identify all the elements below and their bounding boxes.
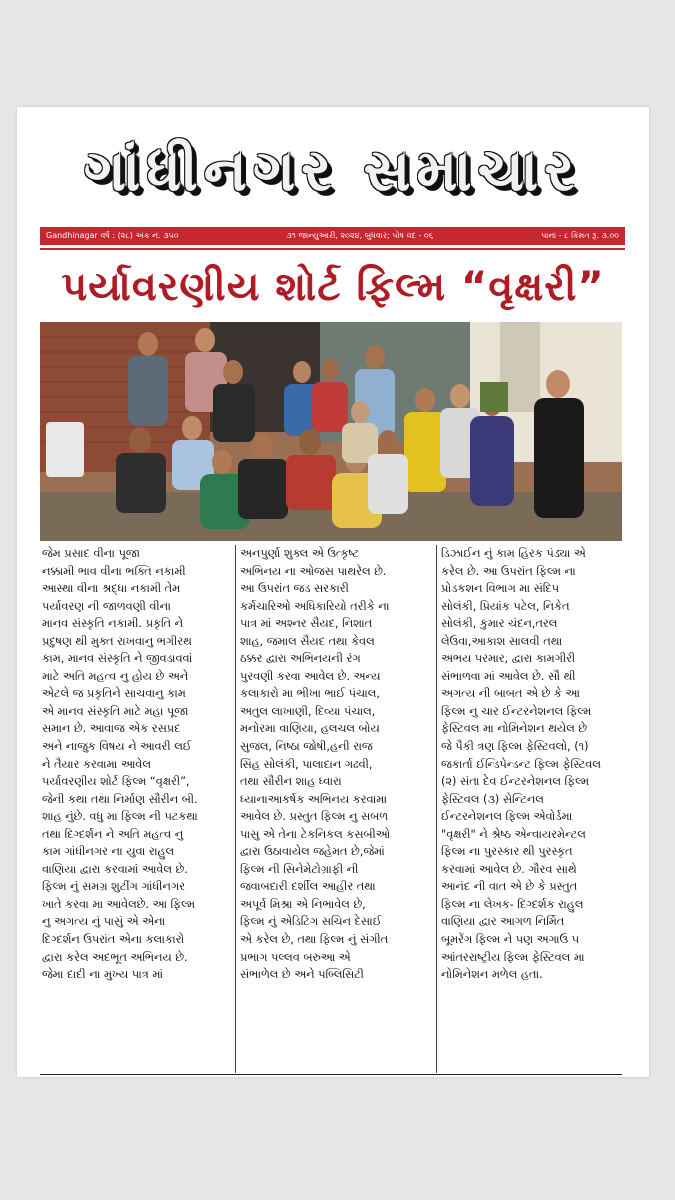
group-photo-illustration	[40, 322, 622, 541]
bottom-divider	[40, 1074, 622, 1075]
group-photo	[40, 322, 622, 541]
pages-price-info: પાનાં - ૮ કિંમત રૂ. ૩.૦૦	[541, 231, 619, 240]
masthead-title: ગાંધીનગર સમાચાર	[83, 136, 581, 204]
column-divider	[235, 545, 236, 1073]
headline: પર્યાવરણીય શોર્ટ ફિલ્મ “વૃક્ષરી”	[61, 264, 605, 310]
date-info: ૩૧ જાન્યુઆરી, ૨૦૨૪, બુધવાર; પોષ વદ - ૦૬	[286, 231, 434, 240]
article-column-1: જેમ પ્રસાદ વીના પૂજા નક્કામી ભાવ વીના ભક્તિ નકામી આસ્થા વીના શ્રદ્ધા નકામી તેમ પર્યાવરણ ની જાળવણી વીના માનવ સંસ્કૃતિ નકામી. પ્રકૃતિ ને પ્રદુષણ થી મુક્ત રાખવાનુ ભગીરથ કામ, માનવ સંસ્કૃતિ ને જીવડાવવાં માટે અતિ મહત્વ નુ હોય છે અને એટલે જ પ્રકૃતિને સાચવાનુ કામ એ માનવ સંસ્કૃતિ માટે મહા પૂજા સમાન છે. આવાજ એક રસપ્રદ અને નાજુક વિષય ને આવરી લઈ ને તૈયાર કરવામા આવેલ પર્યાવરણીય શોર્ટ ફિલ્મ “વૃક્ષરી”, જેની કથા તથા નિર્માણ સૌરીન બી. શાહ નુંછે. વધુ મા ફિલ્મ ની પટકથા તથા દિગ્દર્શન ને અતિ મહત્વ નુ કામ ગાંધીનગર ના યુવા રાહુલ વાણિયા દ્વારા કરવામાં આવેલ છે. ફિલ્મ નું સમગ્ર શુટીંગ ગાંધીનગર ખાતે કરવા મા આવેલછે. આ ફિલ્મ નુ અગત્ય નું પાસું એ એના દિગ્દર્શન ઉપરાંત એના કલાકારો દ્વારા કરેલ અદભૂત અભિનય છે. જેમા દાદી ના મુખ્ય પાત્ર માં	[42, 547, 198, 982]
edition-info: Gandhinagar વર્ષ : (૨૮) અંક નં. ૩૫૦	[46, 231, 179, 240]
divider	[40, 248, 625, 250]
column-divider	[436, 545, 437, 1073]
masthead	[22, 118, 642, 226]
article-column-3: ડિઝાઈન નું કામ હિરક પંડ્યા એ કરેલ છે. આ ઉપરાંત ફિલ્મ ના પ્રોડકશન વિભાગ મા સંદિપ સોલંકી, પ્રિયાંક પટેલ, નિકેત સોલંકી, કુમાર ચંદન,તરલ લેઉવા,આકાશ સાલવી તથા અભય પરમાર, દ્વારા કામગીરી સંભાળવા માં આવેલ છે. સૌ થી અગત્ય ની બાબત એ છે કે આ ફિલ્મ નુ ચાર ઈન્ટરનેશનલ ફિલ્મ ફેસ્ટિવલ મા નોમિનેશન થયેલ છે જે પૈકી ત્રણ ફિલ્મ ફેસ્ટિવલો, (૧) જકાર્તા ઈન્ડિપેન્ડન્ટ ફિલ્મ ફેસ્ટિવલ (૨) સંતા દેવ ઈન્ટરનેશનલ ફિલ્મ ફેસ્ટિવલ (૩) સેન્ટિનલ ઈન્ટરનેશનલ ફિલ્મ એવોર્ડમા "વૃક્ષરી" ને શ્રેષ્ઠ એન્વાયરમેન્ટલ ફિલ્મ ના પુરસ્કાર થી પુરસ્કૃત કરવામાં આવેલ છે. ગૌરવ સાથે આનંદ ની વાત એ છે કે પ્રસ્તુત ફિલ્મ ના લેખક- દિગ્દર્શક રાહુલ વાણિયા દ્વાર આગળ નિર્મિત બૂમરેંગ ફિલ્મ ને પણ અગાઉ ૫ આંતરરાષ્ટ્રીય ફિલ્મ ફેસ્ટિવલ મા નોમિનેશન મળેલ હતા.	[441, 547, 601, 982]
info-bar	[40, 227, 625, 245]
article-column-2: અનપુર્ણા શુક્લ એ ઉત્કૃષ્ટ અભિનય ના ઓજસ પાથરેલ છે. આ ઉપરાંત જડ સરકારી કર્મચારિઓ અધિકારિયો તરીકે ના પાત્ર માં અશ્નર સૈયદ, નિશાત શાહ, જમાલ સૈયદ તથા કેવલ ઠક્કર દ્વારા અભિનયની રંગ પુરવણી કરવા આવેલ છે. અન્ય કલાકારો મા ભીખા ભાઈ પંચાલ, અતુલ લાખાણી, દિવ્યા પંચાલ, મનોરમા વાણિયા, હલચલ બોય સુજલ, નિષ્ઠા જોષી,હની રાજ સિંહ સોલંકી, પાલાદાન ગઢવી, તથા સૌરીન શાહ ધ્વારા ધ્યાનાઆકર્ષક અભિનય કરવામા આવેલ છે. પ્રસ્તુત ફિલ્મ નુ સબળ પાસુ એ તેના ટેકનિકલ કસબીઓ દ્વારા ઉઠાવાયેલ જહેમત છે,જેમાં ફિલ્મ ની સિનેમેટોગ્રાફી ની જવાબદારી દર્શીલ આહીર તથા અપૂર્વ મિશ્રા એ નિભાવેલ છે, ફિલ્મ નું એડિટિંગ સચિન દેસાઈ એ કરેલ છે, તથા ફિલ્મ નું સંગીત પ્રભાગ પલ્લવ બરુઆ એ સંભાળેલ છે અને પબ્લિસિટી	[240, 547, 391, 982]
